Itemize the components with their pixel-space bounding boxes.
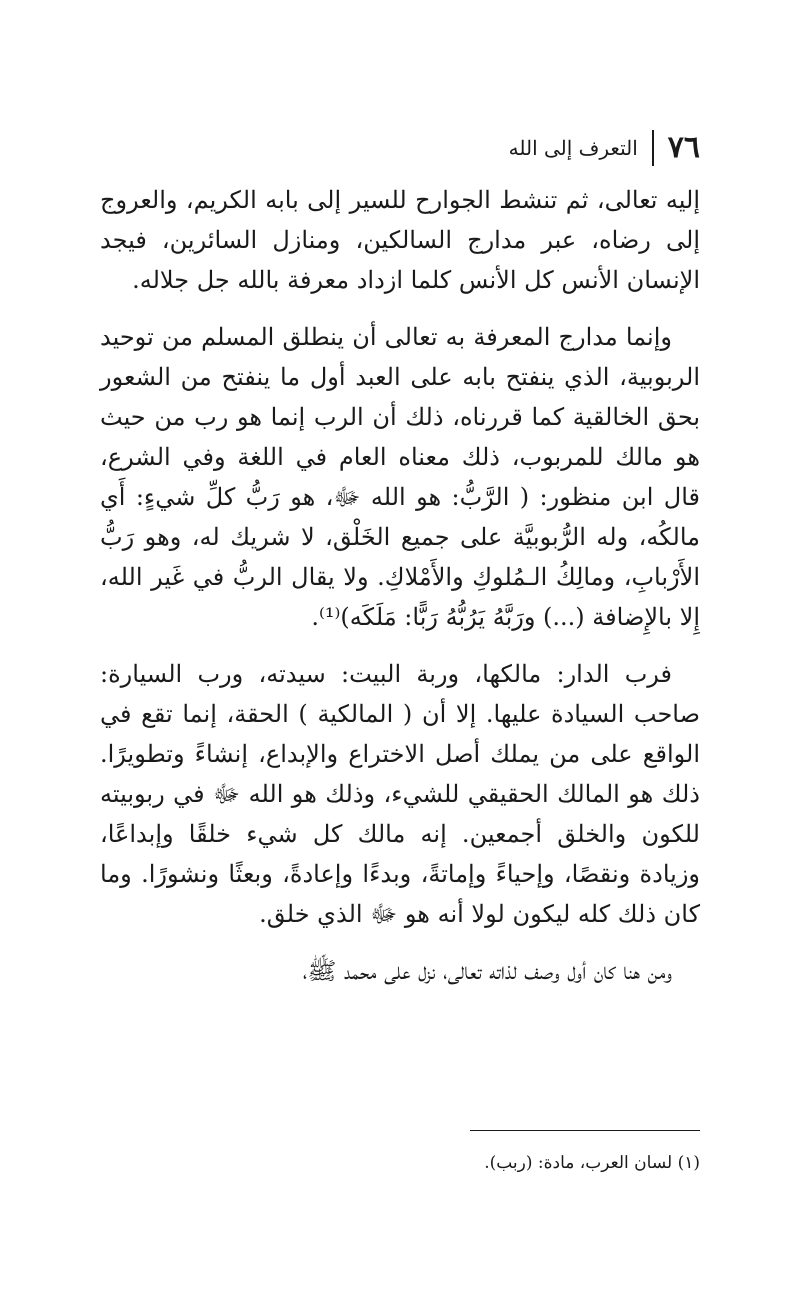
footnote-divider	[470, 1130, 700, 1131]
paragraph-2: وإنما مدارج المعرفة به تعالى أن ينطلق المسلم من توحيد الربوبية، الذي ينفتح بابه على العبد أول ما ينفتح من الشعور بحق الخالقية كما قررناه، ذلك أن الرب إنما هو رب من حيث هو مالك للمربوب، ذلك معناه العام في اللغة وفي الشرع، قال ابن منظور: ( الرَّبُّ: هو الله ﷻ، هو رَبُّ كلِّ شيءٍ: أَي مالكُه، وله الرُّبوبيَّة على جميع الخَلْق، لا شريك له، وهو رَبُّ الأَرْبابِ، ومالِكُ الـمُلوكِ والأَمْلاكِ. ولا يقال الربُّ في غَير الله، إِلا بالإِضافة (...) ورَبَّهُ يَرُبُّهُ رَبًّا: مَلَكَه)⁽¹⁾.	[100, 323, 700, 631]
paragraph-1: إليه تعالى، ثم تنشط الجوارح للسير إلى بابه الكريم، والعروج إلى رضاه، عبر مدارج السالكين، ومنازل السائرين، فيجد الإنسان الأنس كل الأنس كلما ازداد معرفة بالله جل جلاله.	[100, 186, 700, 294]
page-header	[509, 128, 700, 168]
running-title: التعرف إلى الله	[508, 136, 638, 160]
footnote: (١) لسان العرب، مادة: (ربب).	[484, 1153, 700, 1173]
book-page	[100, 0, 700, 1305]
main-text	[100, 180, 700, 1008]
page-number: ٧٦	[667, 130, 700, 165]
header-divider	[652, 130, 654, 166]
paragraph-4: ومن هنا كان أول وصف لذاته تعالى، نزل على محمد ﷺ،	[302, 957, 672, 985]
paragraph-3: فرب الدار: مالكها، وربة البيت: سيدته، ورب السيارة: صاحب السيادة عليها. إلا أن ( المالكية ) الحقة، إنما تقع في الواقع على من يملك أصل الاختراع والإبداع، إنشاءً وتطويرًا. ذلك هو المالك الحقيقي للشيء، وذلك هو الله ﷻ في ربوبيته للكون والخلق أجمعين. إنه مالك كل شيء خلقًا وإبداعًا، وزيادة ونقصًا، وإحياءً وإماتةً، وبدءًا وإعادةً، وبعثًا ونشورًا. وما كان ذلك كله ليكون لولا أنه هو ﷻ الذي خلق.	[100, 660, 700, 928]
